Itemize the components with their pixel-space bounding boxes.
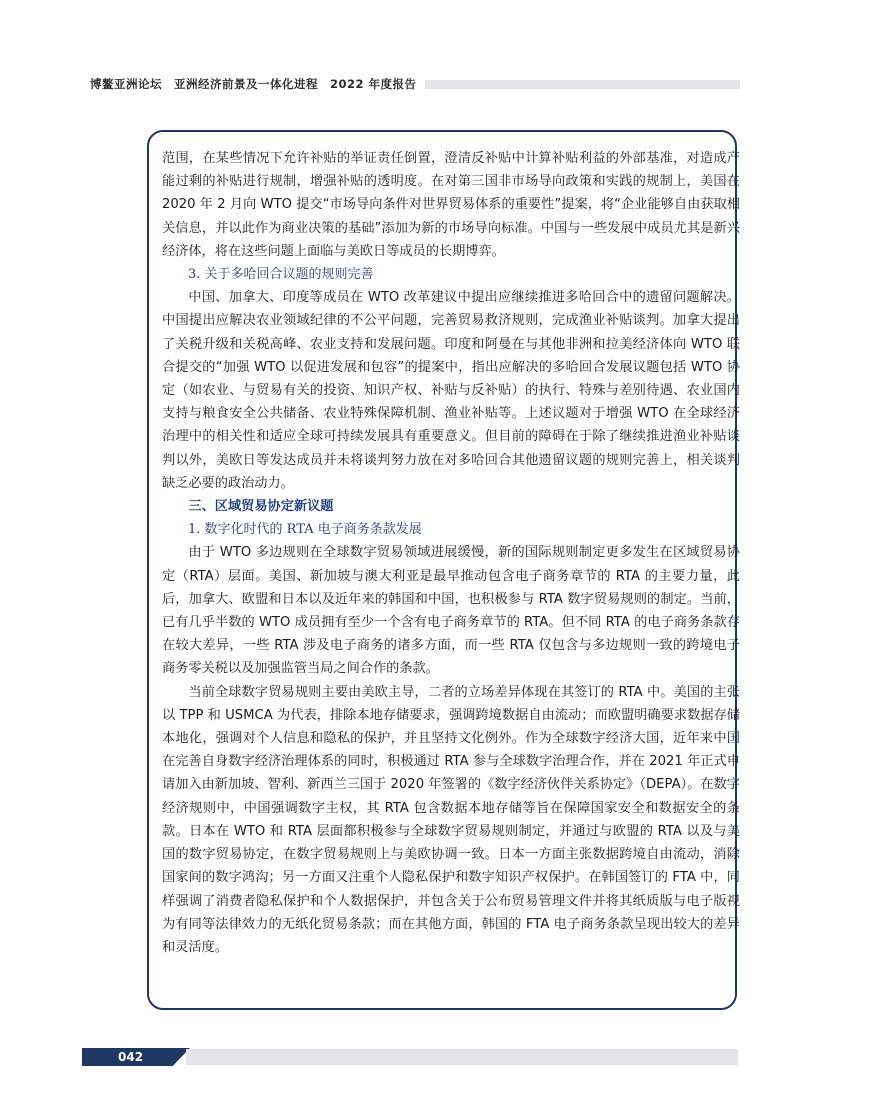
- section-heading-doha: 3. 关于多哈回合议题的规则完善: [188, 267, 374, 283]
- paragraph-2: 中国、加拿大、印度等成员在 WTO 改革建议中提出应继续推进多哈回合中的遗留问题解决。中国提出应解决农业领域纪律的不公平问题，完善贸易救济规则，完成渔业补贴谈判。加拿大提出了关税升级和关税高峰、农业支持和发展问题。印度和阿曼在与其他非洲和拉美经济体向 WTO 联合提交的“加强 WTO 以促进发展和包容”的提案中，指出应解决的多哈回合发展议题包括 WTO 协定（如农业、与贸易有关的投资、知识产权、补贴与反补贴）的执行、特殊与差别待遇、农业国内支持与粮食安全公共储备、农业特殊保障机制、渔业补贴等。上述议题对于增强 WTO 在全球经济治理中的相关性和适应全球可持续发展具有重要意义。但目前的障碍在于除了继续推进渔业补贴谈判以外，美欧日等发达成员并未将谈判努力放在对多哈回合其他遗留议题的规则完善上，相关谈判缺乏必要的政治动力。: [162, 290, 740, 491]
- paragraph-3: 由于 WTO 多边规则在全球数字贸易领域进展缓慢，新的国际规则制定更多发生在区域贸易协定（RTA）层面。美国、新加坡与澳大利亚是最早推动包含电子商务章节的 RTA 的主要力量，此后，加拿大、欧盟和日本以及近年来的韩国和中国，也积极参与 RTA 数字贸易规则的制定。当前，已有几乎半数的 WTO 成员拥有至少一个含有电子商务章节的 RTA。但不同 RTA 的电子商务条款存在较大差异，一些 RTA 涉及电子商务的诸多方面，而一些 RTA 仅包含与多边规则一致的跨境电子商务零关税以及加强监管当局之间合作的条款。: [162, 545, 740, 677]
- subsection-heading-ecommerce: 1. 数字化时代的 RTA 电子商务条款发展: [188, 522, 422, 538]
- main-content: [162, 147, 740, 959]
- footer-decorative-bar: [186, 1049, 738, 1065]
- page-number: 042: [118, 1050, 144, 1064]
- paragraph-4: 当前全球数字贸易规则主要由美欧主导，二者的立场差异体现在其签订的 RTA 中。美国的主张以 TPP 和 USMCA 为代表，排除本地存储要求，强调跨境数据自由流动；而欧盟明确要求数据存储本地化，强调对个人信息和隐私的保护，并且坚持文化例外。作为全球数字经济大国，近年来中国在完善自身数字经济治理体系的同时，积极通过 RTA 参与全球数字治理合作，并在 2021 年正式申请加入由新加坡、智利、新西兰三国于 2020 年签署的《数字经济伙伴关系协定》（DEPA）。在数字经济规则中，中国强调数字主权，其 RTA 包含数据本地存储等旨在保障国家安全和数据安全的条款。日本在 WTO 和 RTA 层面都积极参与全球数字贸易规则制定，并通过与欧盟的 RTA 以及与美国的数字贸易协定，在数字贸易规则上与美欧协调一致。日本一方面主张数据跨境自由流动，消除国家间的数字鸿沟；另一方面又注重个人隐私保护和数字知识产权保护。在韩国签订的 FTA 中，同样强调了消费者隐私保护和个人数据保护，并包含关于公布贸易管理文件并将其纸质版与电子版视为有同等法律效力的无纸化贸易条款；而在其他方面，韩国的 FTA 电子商务条款呈现出较大的差异和灵活度。: [162, 684, 740, 955]
- section-heading-rta: 三、区域贸易协定新议题: [188, 499, 334, 515]
- header-title: 博鳌亚洲论坛 亚洲经济前景及一体化进程 2022 年度报告: [90, 77, 417, 91]
- header-decorative-bar: [425, 80, 740, 89]
- paragraph-1: 范围，在某些情况下允许补贴的举证责任倒置，澄清反补贴中计算补贴利益的外部基准，对造成产能过剩的补贴进行规制，增强补贴的透明度。在对第三国非市场导向政策和实践的规制上，美国在 2020 年 2 月向 WTO 提交“市场导向条件对世界贸易体系的重要性”提案，将“企业能够自由获取相关信息，并以此作为商业决策的基础”添加为新的市场导向标准。中国与一些发展中成员尤其是新兴经济体，将在这些问题上面临与美欧日等成员的长期博弈。: [162, 151, 740, 259]
- page-header: [90, 76, 740, 92]
